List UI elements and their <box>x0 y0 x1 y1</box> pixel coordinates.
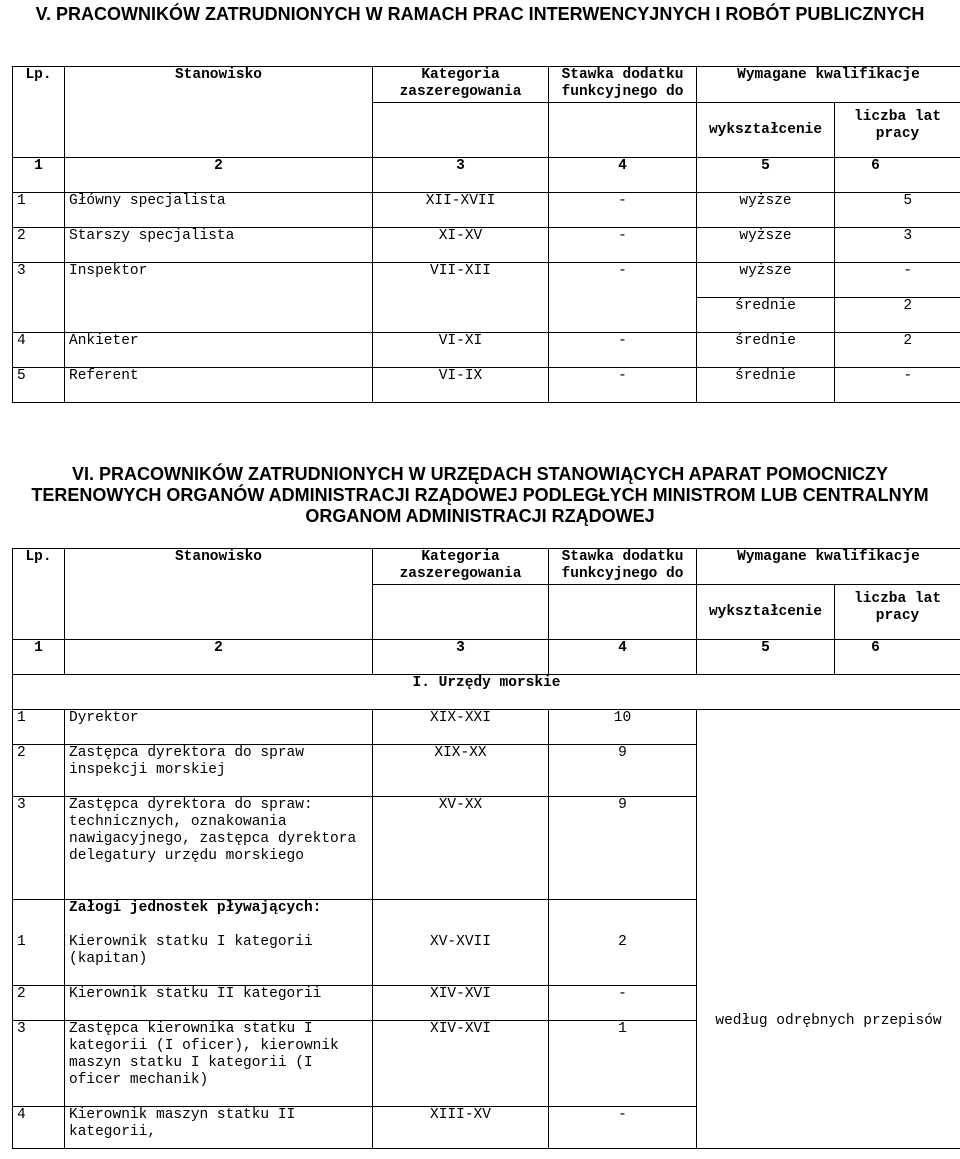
cell-wyksztalcenie: wyższe <box>697 263 835 298</box>
col-number: 2 <box>65 640 373 675</box>
col-header-wyksztalcenie: wykształcenie <box>697 585 835 640</box>
cell-liczba: 5 <box>835 193 960 228</box>
col-header-stawka: Stawka dodatku funkcyjnego do <box>549 67 697 103</box>
cell-stawka: 10 <box>549 710 697 745</box>
table-row <box>13 228 960 263</box>
col-header-liczba: liczba lat pracy <box>835 585 960 640</box>
cell-lp: 3 <box>13 263 65 298</box>
cell-kategoria: VII-XII <box>373 263 549 298</box>
cell-kategoria <box>373 298 549 333</box>
cell-liczba: 3 <box>835 228 960 263</box>
cell-wyksztalcenie: wyższe <box>697 228 835 263</box>
col-header-wymagane: Wymagane kwalifikacje <box>697 549 960 585</box>
cell-kategoria: VI-IX <box>373 368 549 403</box>
col-number: 1 <box>13 640 65 675</box>
col-header-stanowisko: Stanowisko <box>65 549 373 585</box>
cell-kategoria: XIII-XV <box>373 1107 549 1149</box>
col-header-stawka: Stawka dodatku funkcyjnego do <box>549 549 697 585</box>
col-number: 5 <box>697 158 835 193</box>
cell-stawka: - <box>549 333 697 368</box>
table-row <box>13 193 960 228</box>
cell-kategoria: XV-XVII <box>373 934 549 986</box>
cell-lp: 4 <box>13 1107 65 1149</box>
table-row <box>13 263 960 298</box>
cell-wyksztalcenie: średnie <box>697 368 835 403</box>
cell-stawka: - <box>549 986 697 1021</box>
cell-stawka: 9 <box>549 745 697 797</box>
cell-liczba: - <box>835 263 960 298</box>
cell-lp: 2 <box>13 986 65 1021</box>
cell-stawka: - <box>549 368 697 403</box>
cell-stanowisko: Kierownik statku II kategorii <box>65 986 373 1021</box>
cell-kategoria: VI-XI <box>373 333 549 368</box>
cell-lp: 1 <box>13 193 65 228</box>
cell-stanowisko: Zastępca dyrektora do spraw inspekcji morskiej <box>65 745 373 797</box>
table-row <box>13 368 960 403</box>
cell-stawka: 2 <box>549 934 697 986</box>
col-header-liczba: liczba lat pracy <box>835 103 960 158</box>
cell-stawka: - <box>549 193 697 228</box>
cell-lp: 3 <box>13 1021 65 1107</box>
cell-stawka: - <box>549 228 697 263</box>
cell-kategoria: XI-XV <box>373 228 549 263</box>
section-5-table <box>12 66 960 403</box>
cell-kategoria: XIX-XX <box>373 745 549 797</box>
col-number: 3 <box>373 640 549 675</box>
cell-lp: 1 <box>13 710 65 745</box>
cell-stanowisko: Inspektor <box>65 263 373 298</box>
cell-wyksztalcenie: wyższe <box>697 193 835 228</box>
col-header-wymagane: Wymagane kwalifikacje <box>697 67 960 103</box>
cell-lp: 1 <box>13 934 65 986</box>
section-5-title: V. PRACOWNIKÓW ZATRUDNIONYCH W RAMACH PRAC INTERWENCYJNYCH I ROBÓT PUBLICZNYCH <box>35 4 925 24</box>
cell-liczba: 2 <box>835 333 960 368</box>
cell-kategoria: XIX-XXI <box>373 710 549 745</box>
col-number: 6 <box>835 158 960 193</box>
cell-lp: 3 <box>13 797 65 900</box>
cell-stanowisko: Zastępca dyrektora do spraw: technicznych, oznakowania nawigacyjnego, zastępca dyrektora delegatury urzędu morskiego <box>65 797 373 900</box>
cell-lp: 4 <box>13 333 65 368</box>
table-row <box>13 298 960 333</box>
table-row <box>13 333 960 368</box>
cell-stanowisko <box>65 298 373 333</box>
col-number: 4 <box>549 640 697 675</box>
subheading-urzedy-morskie: I. Urzędy morskie <box>13 675 960 710</box>
cell-lp: 2 <box>13 745 65 797</box>
cell-stanowisko: Kierownik statku I kategorii (kapitan) <box>65 934 373 986</box>
col-header-stanowisko: Stanowisko <box>65 67 373 103</box>
cell-stanowisko: Referent <box>65 368 373 403</box>
cell-stawka: - <box>549 263 697 298</box>
cell-stanowisko: Starszy specjalista <box>65 228 373 263</box>
cell-liczba: - <box>835 368 960 403</box>
cell-stanowisko: Dyrektor <box>65 710 373 745</box>
cell-stawka <box>549 298 697 333</box>
col-number: 4 <box>549 158 697 193</box>
col-number: 6 <box>835 640 960 675</box>
col-header-lp: Lp. <box>13 67 65 103</box>
col-number: 2 <box>65 158 373 193</box>
cell-wyksztalcenie: średnie <box>697 298 835 333</box>
cell-lp: 5 <box>13 368 65 403</box>
col-number: 1 <box>13 158 65 193</box>
cell-stanowisko: Ankieter <box>65 333 373 368</box>
cell-lp <box>13 298 65 333</box>
col-number: 5 <box>697 640 835 675</box>
col-header-kategoria: Kategoria zaszeregowania <box>373 549 549 585</box>
cell-stawka: 9 <box>549 797 697 900</box>
cell-stawka: - <box>549 1107 697 1149</box>
merged-note: według odrębnych przepisów <box>697 710 960 1149</box>
col-header-wyksztalcenie: wykształcenie <box>697 103 835 158</box>
cell-stanowisko: Zastępca kierownika statku I kategorii (I oficer), kierownik maszyn statku I kategorii (I oficer mechanik) <box>65 1021 373 1107</box>
table-row <box>13 710 960 745</box>
cell-kategoria: XIV-XVI <box>373 1021 549 1107</box>
cell-stanowisko: Kierownik maszyn statku II kategorii, <box>65 1107 373 1149</box>
col-number: 3 <box>373 158 549 193</box>
cell-lp: 2 <box>13 228 65 263</box>
section-6-table <box>12 548 960 1149</box>
col-header-kategoria: Kategoria zaszeregowania <box>373 67 549 103</box>
crew-heading: Załogi jednostek pływających: <box>65 900 373 934</box>
cell-kategoria: XIV-XVI <box>373 986 549 1021</box>
cell-wyksztalcenie: średnie <box>697 333 835 368</box>
section-6-title: VI. PRACOWNIKÓW ZATRUDNIONYCH W URZĘDACH STANOWIĄCYCH APARAT POMOCNICZY TERENOWYCH ORGANÓW ADMINISTRACJI RZĄDOWEJ PODLEGŁYCH MINISTROM LUB CENTRALNYM ORGANOM ADMINISTRACJI RZĄDOWEJ <box>31 464 929 526</box>
cell-kategoria: XII-XVII <box>373 193 549 228</box>
cell-liczba: 2 <box>835 298 960 333</box>
cell-kategoria: XV-XX <box>373 797 549 900</box>
cell-stawka: 1 <box>549 1021 697 1107</box>
cell-stanowisko: Główny specjalista <box>65 193 373 228</box>
col-header-lp: Lp. <box>13 549 65 585</box>
